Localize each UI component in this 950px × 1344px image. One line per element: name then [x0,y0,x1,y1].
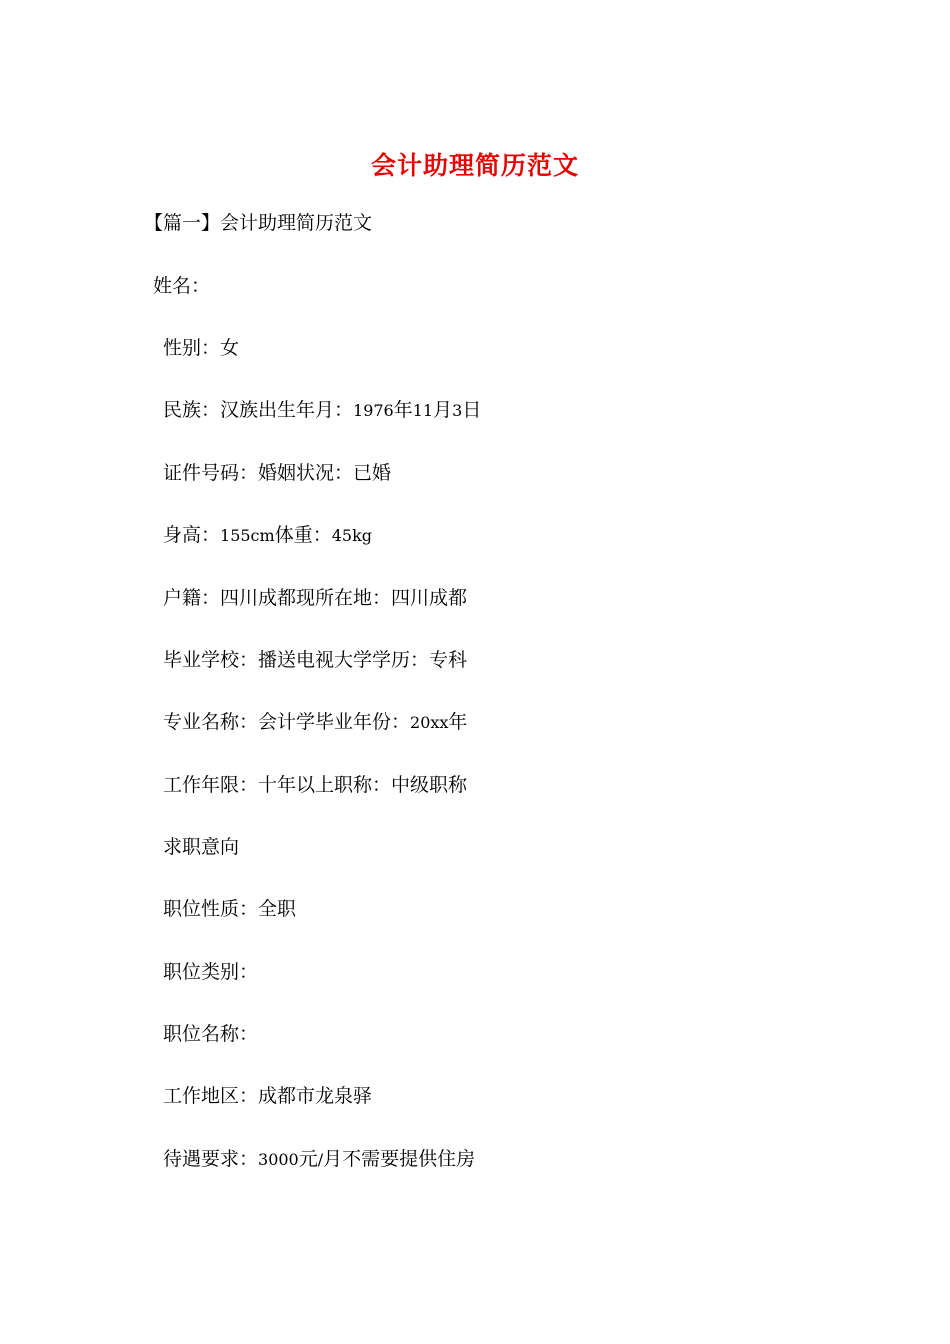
field-salary-requirement: 待遇要求：3000元/月不需要提供住房 [163,1148,476,1170]
section-heading: 【篇一】会计助理简历范文 [144,212,373,234]
job-intent-heading: 求职意向 [163,836,240,858]
field-job-nature: 职位性质：全职 [163,898,297,920]
field-id-marital-status: 证件号码：婚姻状况：已婚 [163,462,392,484]
field-job-name: 职位名称： [163,1023,259,1045]
field-job-category: 职位类别： [163,961,259,983]
field-work-area: 工作地区：成都市龙泉驿 [163,1085,373,1107]
field-major-graduation: 专业名称：会计学毕业年份：20xx年 [163,711,468,733]
field-gender: 性别：女 [163,337,240,359]
field-hukou-location: 户籍：四川成都现所在地：四川成都 [163,587,468,609]
field-school-education: 毕业学校：播送电视大学学历：专科 [163,649,468,671]
document-title: 会计助理简历范文 [370,151,579,180]
field-height-weight: 身高：155cm体重：45kg [163,524,372,546]
field-name: 姓名： [153,275,211,297]
field-ethnicity-birthdate: 民族：汉族出生年月：1976年11月3日 [163,399,482,421]
field-experience-title: 工作年限：十年以上职称：中级职称 [163,774,468,796]
